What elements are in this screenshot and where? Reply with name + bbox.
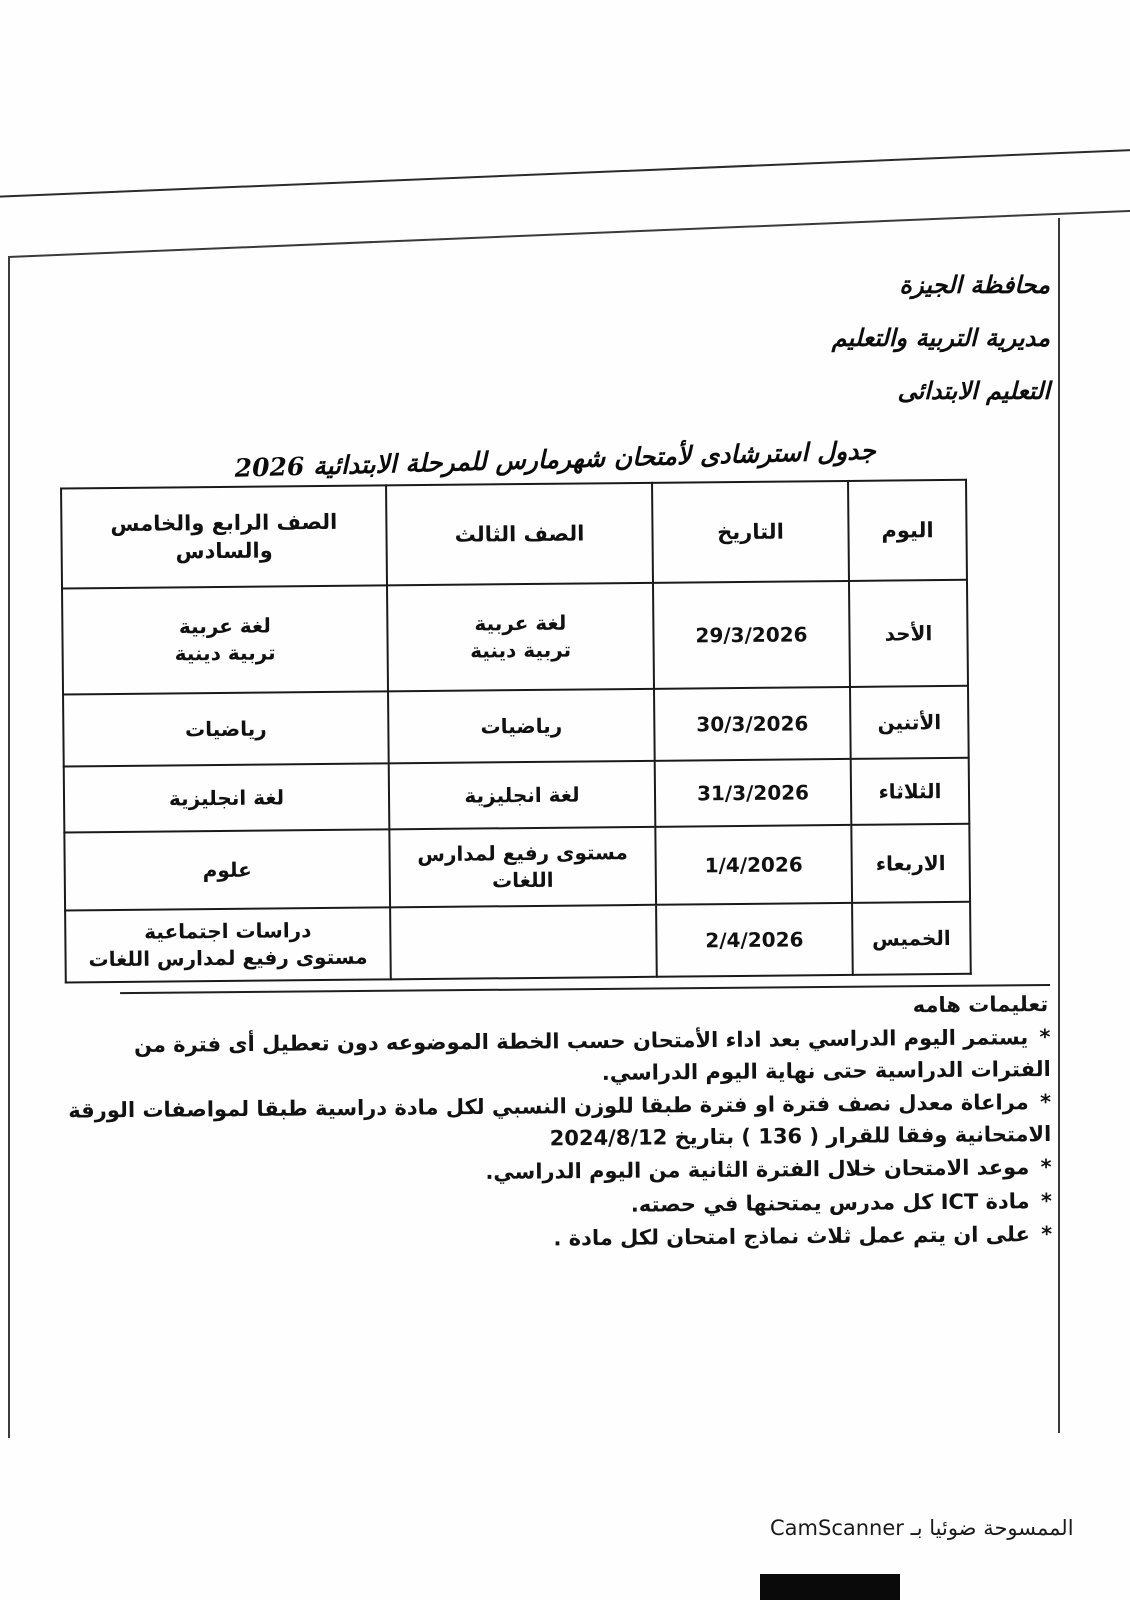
- note-marker: *: [1039, 1024, 1051, 1050]
- notes-list: [60, 1022, 1052, 1259]
- subject-line: اللغات: [492, 867, 554, 893]
- exam-schedule-table: [60, 479, 972, 984]
- footer-black-bar: [760, 1574, 900, 1600]
- cell-date: 31/3/2026: [655, 759, 852, 827]
- note-marker: *: [1041, 1221, 1053, 1247]
- page-edge-line-secondary: [8, 210, 1130, 258]
- note-marker: *: [1040, 1154, 1052, 1180]
- cell-grade-four-five-six: [62, 585, 388, 694]
- cell-date: 30/3/2026: [654, 687, 851, 761]
- note-text: على ان يتم عمل ثلاث نماذج امتحان لكل مادة .: [553, 1222, 1030, 1251]
- subject-line: لغة عربية: [474, 610, 567, 636]
- subject-line: لغة انجليزية: [464, 782, 580, 808]
- schedule-table-wrapper: [60, 478, 1055, 983]
- scanner-watermark: [0, 1516, 1130, 1540]
- note-text: يستمر اليوم الدراسي بعد اداء الأمتحان حسب الخطة الموضوعه دون تعطيل أى فترة من الفترات الدراسية حتى نهاية اليوم الدراسي.: [133, 1025, 1051, 1085]
- table-row: [63, 686, 969, 767]
- subject-line: لغة انجليزية: [168, 784, 285, 810]
- page-edge-line-top: [0, 148, 1130, 198]
- letterhead-directorate: مديرية التربية والتعليم: [831, 323, 1050, 352]
- subject-line: [395, 941, 651, 943]
- table-row: [62, 580, 968, 695]
- subject-line: تربية دينية: [470, 637, 572, 663]
- cell-day: الخميس: [852, 902, 971, 975]
- cell-grade-four-five-six: [64, 829, 390, 910]
- letterhead-stage: التعليم الابتدائى: [897, 376, 1050, 405]
- note-text: مراعاة معدل نصف فترة او فترة طبقا للوزن النسبي لكل مادة دراسية طبقا لمواصفات الورقة الامتحانية وفقا للقرار ( 136 ) بتاريخ 2024/8/12: [68, 1090, 1052, 1150]
- letterhead-governorate: محافظة الجيزة: [899, 270, 1050, 299]
- document-content: [60, 270, 1053, 1253]
- note-text: مادة ICT كل مدرس يمتحنها في حصته.: [630, 1188, 1030, 1217]
- page-edge-line-left: [8, 258, 10, 1438]
- header-grade-four-five-six: الصف الرابع والخامس والسادس: [61, 485, 387, 588]
- subject-line: رياضيات: [480, 713, 563, 738]
- note-marker: *: [1039, 1089, 1052, 1115]
- note-item: [61, 1087, 1052, 1159]
- subject-line: رياضيات: [184, 716, 267, 741]
- subject-line: مستوى رفيع لمدارس: [417, 840, 628, 867]
- table-row: [64, 824, 970, 911]
- note-item: [62, 1219, 1052, 1259]
- note-item: [60, 1022, 1051, 1094]
- note-marker: *: [1040, 1188, 1052, 1213]
- header-date: التاريخ: [652, 481, 849, 583]
- table-row: [64, 758, 970, 833]
- subject-line: تربية دينية: [174, 640, 276, 666]
- notes-title: تعليمات هامه: [912, 992, 1049, 1018]
- letterhead: [60, 270, 1050, 405]
- cell-grade-three: [388, 689, 655, 764]
- cell-date: 2/4/2026: [656, 903, 853, 977]
- important-instructions: [60, 984, 1052, 1259]
- cell-grade-four-five-six: [64, 763, 390, 832]
- cell-date: 1/4/2026: [655, 825, 852, 905]
- cell-day: الأحد: [849, 580, 968, 687]
- cell-grade-three: [390, 905, 657, 980]
- page-edge-line-right: [1058, 218, 1060, 1433]
- header-day: اليوم: [848, 480, 967, 581]
- cell-day: الثلاثاء: [851, 758, 970, 825]
- subject-line: مستوى رفيع لمدارس اللغات: [88, 944, 368, 972]
- subject-line: لغة عربية: [178, 613, 271, 639]
- note-text: موعد الامتحان خلال الفترة الثانية من اليوم الدراسي.: [485, 1155, 1030, 1184]
- cell-date: 29/3/2026: [653, 581, 850, 689]
- cell-grade-three: [387, 583, 654, 692]
- header-grade-three: الصف الثالث: [386, 483, 653, 586]
- cell-grade-three: [389, 761, 656, 830]
- document-title: جدول استرشادى لأمتحان شهرمارس للمرحلة الابتدائية 2026: [234, 435, 877, 483]
- table-row: [65, 902, 971, 983]
- cell-day: الاربعاء: [851, 824, 970, 903]
- cell-grade-four-five-six: [65, 907, 391, 982]
- cell-grade-three: [389, 827, 656, 908]
- table-header-row: [61, 480, 967, 589]
- scanner-watermark-text: الممسوحة ضوئيا بـ CamScanner: [770, 1516, 1074, 1540]
- subject-line: علوم: [202, 857, 252, 882]
- cell-day: الأتنين: [850, 686, 969, 759]
- cell-grade-four-five-six: [63, 691, 389, 766]
- subject-line: دراسات اجتماعية: [144, 918, 312, 944]
